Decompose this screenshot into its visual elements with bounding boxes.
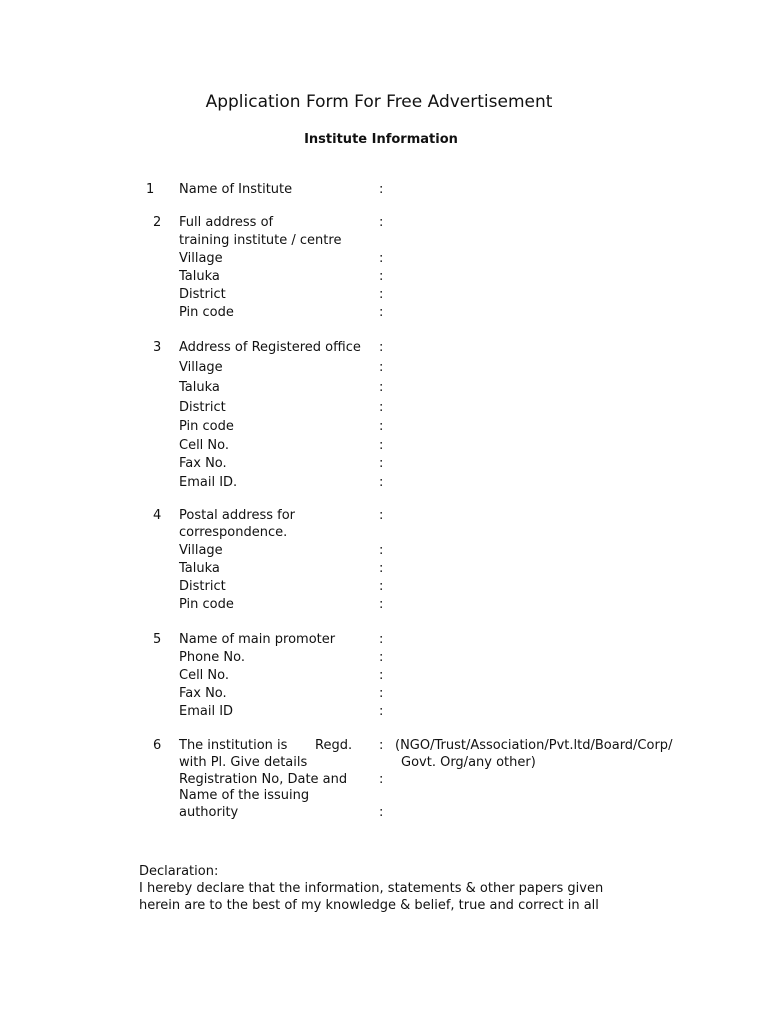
field-colon: : <box>379 704 384 719</box>
field-colon: : <box>379 380 384 395</box>
declaration-heading: Declaration: <box>139 864 219 879</box>
field-label-institution-is: The institution is <box>179 738 288 753</box>
field-colon: : <box>379 632 384 647</box>
section-number: 2 <box>153 215 162 230</box>
field-label-village: Village <box>179 360 223 375</box>
field-label-email-id: Email ID <box>179 704 234 719</box>
section-number: 3 <box>153 340 162 355</box>
field-label-district: District <box>179 287 226 302</box>
field-colon: : <box>379 400 384 415</box>
form-title: Application Form For Free Advertisement <box>205 92 553 112</box>
field-colon: : <box>379 215 384 230</box>
field-colon: : <box>379 805 384 820</box>
field-colon: : <box>379 772 384 787</box>
field-colon: : <box>379 287 384 302</box>
section-number: 5 <box>153 632 162 647</box>
field-label-district: District <box>179 579 226 594</box>
field-colon: : <box>379 508 384 523</box>
field-colon: : <box>379 543 384 558</box>
field-label-pin-code: Pin code <box>179 305 234 320</box>
field-colon: : <box>379 738 384 753</box>
field-label-village: Village <box>179 251 223 266</box>
field-colon: : <box>379 438 384 453</box>
field-label-district: District <box>179 400 226 415</box>
field-colon: : <box>379 686 384 701</box>
field-colon: : <box>379 597 384 612</box>
field-label-taluka: Taluka <box>179 561 220 576</box>
field-label-give-details: with Pl. Give details <box>179 755 308 770</box>
section-number: 1 <box>146 182 155 197</box>
field-label-name-of-institute: Name of Institute <box>179 182 293 197</box>
field-colon: : <box>379 456 384 471</box>
field-label-phone-no: Phone No. <box>179 650 245 665</box>
field-label-cell-no: Cell No. <box>179 668 230 683</box>
field-label-fax-no: Fax No. <box>179 686 227 701</box>
field-colon: : <box>379 650 384 665</box>
field-label-registration-no: Registration No, Date and <box>179 772 348 787</box>
institution-type-options-continued: Govt. Org/any other) <box>401 755 536 770</box>
field-label-cell-no: Cell No. <box>179 438 230 453</box>
section-subtitle: Institute Information <box>304 132 458 147</box>
field-label-email-id: Email ID. <box>179 475 238 490</box>
field-label-taluka: Taluka <box>179 269 220 284</box>
field-colon: : <box>379 360 384 375</box>
field-label-regd: Regd. <box>315 738 353 753</box>
field-colon: : <box>379 269 384 284</box>
field-label-pin-code: Pin code <box>179 597 234 612</box>
field-label-fax-no: Fax No. <box>179 456 227 471</box>
section-number: 4 <box>153 508 162 523</box>
field-colon: : <box>379 668 384 683</box>
field-label-issuing-authority: Name of the issuing <box>179 788 310 803</box>
declaration-text-line: herein are to the best of my knowledge & belief, true and correct in all <box>139 898 599 913</box>
field-colon: : <box>379 182 384 197</box>
field-colon: : <box>379 419 384 434</box>
field-label-postal-address: Postal address for <box>179 508 295 523</box>
section-number: 6 <box>153 738 162 753</box>
field-colon: : <box>379 579 384 594</box>
field-colon: : <box>379 340 384 355</box>
field-label-taluka: Taluka <box>179 380 220 395</box>
field-label-continuation: correspondence. <box>179 525 288 540</box>
field-label-continuation: training institute / centre <box>179 233 342 248</box>
field-colon: : <box>379 305 384 320</box>
field-label-authority: authority <box>179 805 239 820</box>
field-colon: : <box>379 251 384 266</box>
field-label-pin-code: Pin code <box>179 419 234 434</box>
institution-type-options: (NGO/Trust/Association/Pvt.ltd/Board/Corp/ <box>395 738 673 753</box>
field-colon: : <box>379 475 384 490</box>
field-label-full-address: Full address of <box>179 215 274 230</box>
declaration-text-line: I hereby declare that the information, statements & other papers given <box>139 881 604 896</box>
field-label-village: Village <box>179 543 223 558</box>
field-label-registered-office: Address of Registered office <box>179 340 361 355</box>
field-label-main-promoter: Name of main promoter <box>179 632 336 647</box>
field-colon: : <box>379 561 384 576</box>
